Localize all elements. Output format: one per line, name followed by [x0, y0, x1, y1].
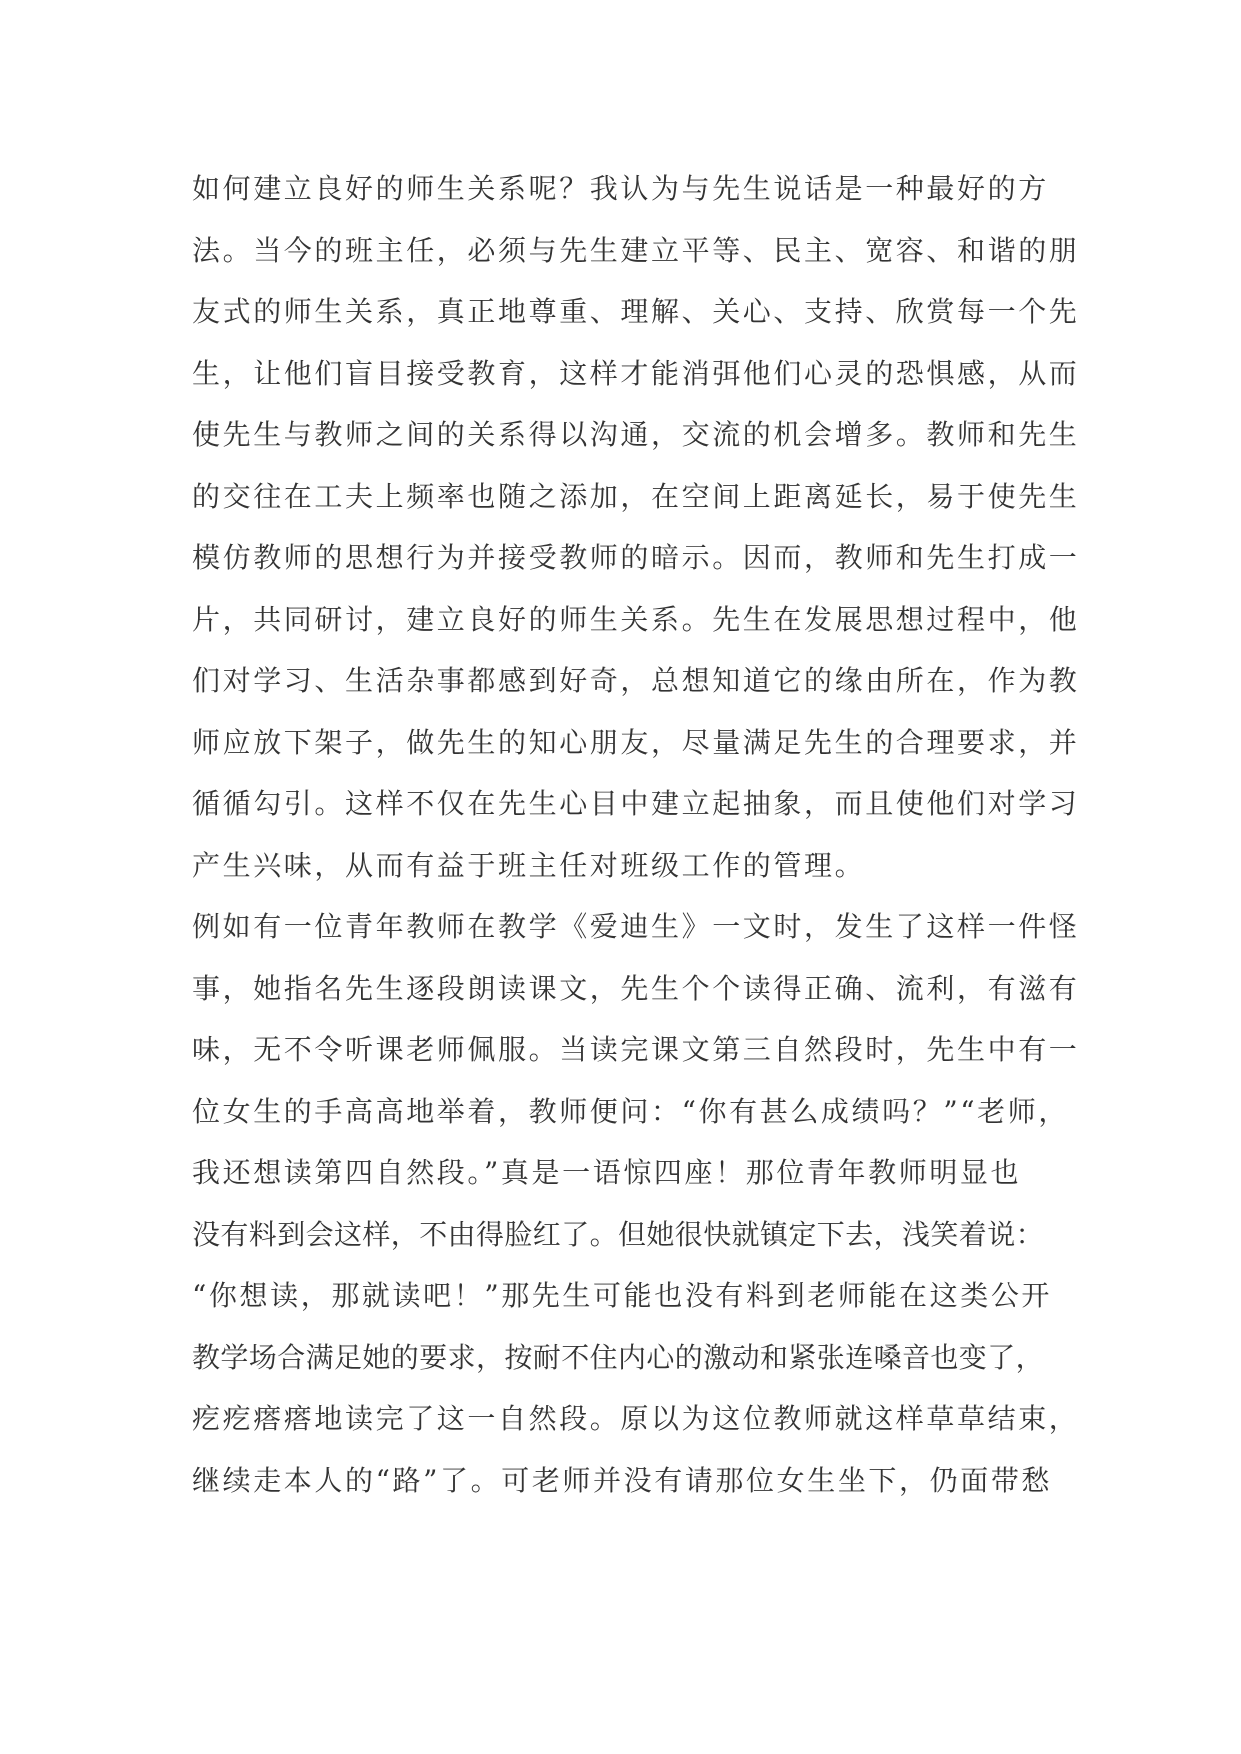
text-line: 疙疙瘩瘩地读完了这一自然段。原以为这位教师就这样草草结束，: [192, 1402, 1080, 1435]
text-line: 的交往在工夫上频率也随之添加，在空间上距离延长，易于使先生: [192, 479, 1080, 513]
text-line: 模仿教师的思想行为并接受教师的暗示。因而，教师和先生打成一: [192, 541, 1080, 574]
text-line: 例如有一位青年教师在教学《爱迪生》一文时，发生了这样一件怪: [192, 910, 1080, 943]
text-line: 们对学习、生活杂事都感到好奇，总想知道它的缘由所在，作为教: [192, 664, 1080, 697]
text-line: 产生兴味，从而有益于班主任对班级工作的管理。: [192, 848, 866, 882]
text-line: 教学场合满足她的要求，按耐不住内心的激动和紧张连嗓音也变了，: [192, 1340, 1045, 1374]
text-line: 没有料到会这样，不由得脸红了。但她很快就镇定下去，浅笑着说：: [192, 1217, 1045, 1251]
text-line: 味，无不令听课老师佩服。当读完课文第三自然段时，先生中有一: [192, 1033, 1080, 1066]
text-line: 位女生的手高高地举着，教师便问：“你有甚么成绩吗？”“老师，: [192, 1094, 1069, 1128]
text-line: 循循勾引。这样不仅在先生心目中建立起抽象，而且使他们对学习: [192, 787, 1080, 820]
text-line: 友式的师生关系，真正地尊重、理解、关心、支持、欣赏每一个先: [192, 295, 1080, 328]
text-line: 使先生与教师之间的关系得以沟通，交流的机会增多。教师和先生: [192, 418, 1080, 451]
text-line: 事，她指名先生逐段朗读课文，先生个个读得正确、流利，有滋有: [192, 971, 1080, 1005]
text-line: 师应放下架子，做先生的知心朋友，尽量满足先生的合理要求，并: [192, 725, 1080, 759]
text-line: 法。当今的班主任，必须与先生建立平等、民主、宽容、和谐的朋: [192, 233, 1080, 267]
body-text: [192, 158, 1080, 1511]
text-line: 如何建立良好的师生关系呢？我认为与先生说话是一种最好的方: [192, 172, 1049, 205]
text-line: 片，共同研讨，建立良好的师生关系。先生在发展思想过程中，他: [192, 602, 1080, 636]
text-line: 生，让他们盲目接受教育，这样才能消弭他们心灵的恐惧感，从而: [192, 356, 1080, 390]
text-line: 继续走本人的“路”了。可老师并没有请那位女生坐下，仍面带愁: [192, 1463, 1053, 1497]
text-line: “你想读，那就读吧！”那先生可能也没有料到老师能在这类公开: [192, 1279, 1053, 1312]
text-line: 我还想读第四自然段。”真是一语惊四座！那位青年教师明显也: [192, 1156, 1022, 1189]
